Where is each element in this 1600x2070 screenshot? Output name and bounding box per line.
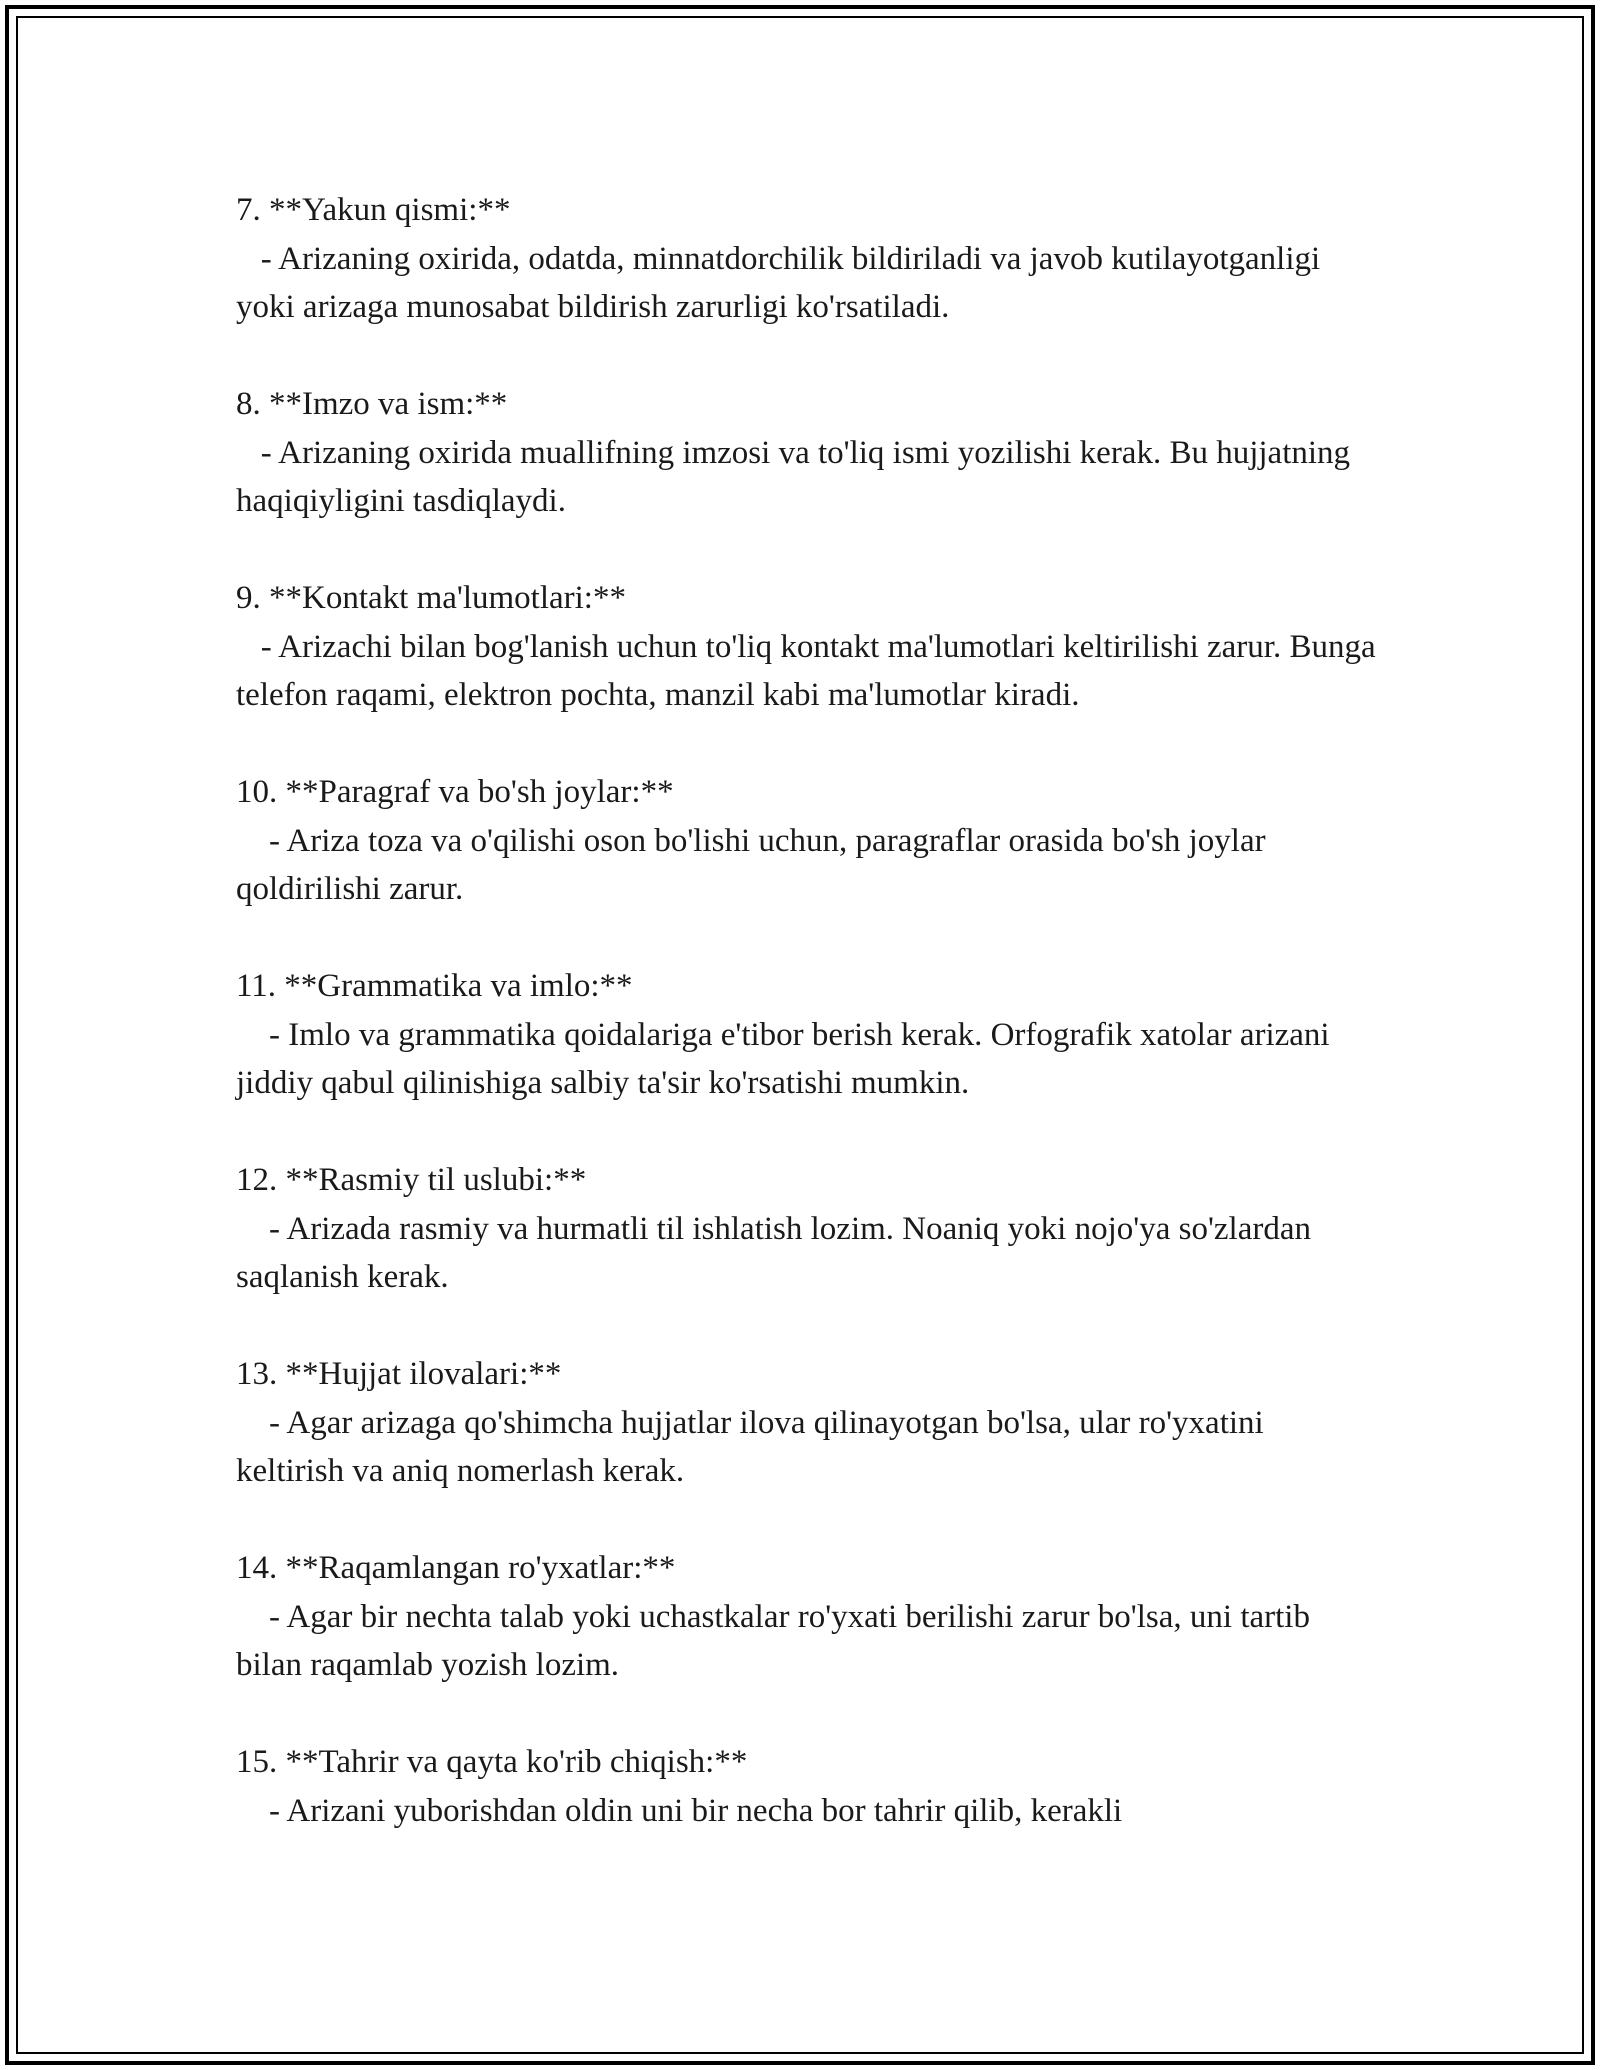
list-item — [236, 1156, 1376, 1302]
item-heading: 8. **Imzo va ism:** — [236, 386, 508, 422]
item-heading: 10. **Paragraf va bo'sh joylar:** — [236, 774, 674, 810]
item-body: - Ariza toza va o'qilishi oson bo'lishi uchun, paragraflar orasida bo'sh joylar qoldirilishi zarur. — [236, 822, 1274, 907]
item-heading: 12. **Rasmiy til uslubi:** — [236, 1162, 587, 1198]
item-heading: 14. **Raqamlangan ro'yxatlar:** — [236, 1550, 676, 1586]
item-heading: 9. **Kontakt ma'lumotlari:** — [236, 580, 626, 616]
item-heading: 11. **Grammatika va imlo:** — [236, 968, 633, 1004]
list-item — [236, 1544, 1376, 1690]
list-item — [236, 380, 1376, 526]
item-heading: 7. **Yakun qismi:** — [236, 192, 511, 228]
list-item — [236, 574, 1384, 720]
list-item — [236, 962, 1376, 1108]
item-body: - Arizaning oxirida muallifning imzosi va to'liq ismi yozilishi kerak. Bu hujjatning haqiqiyligini tasdiqlaydi. — [236, 434, 1359, 519]
item-body: - Agar bir nechta talab yoki uchastkalar ro'yxati berilishi zarur bo'lsa, uni tartib bilan raqamlab yozish lozim. — [236, 1598, 1319, 1683]
item-body: - Imlo va grammatika qoidalariga e'tibor berish kerak. Orfografik xatolar arizani jiddiy qabul qilinishiga salbiy ta'sir ko'rsatishi mumkin. — [236, 1016, 1338, 1101]
document-body — [236, 186, 1384, 1884]
item-body: - Arizani yuborishdan oldin uni bir necha bor tahrir qilib, kerakli — [236, 1792, 1123, 1829]
item-body: - Arizachi bilan bog'lanish uchun to'liq kontakt ma'lumotlari keltirilishi zarur. Bunga telefon raqami, elektron pochta, manzil kabi ma'lumotlar kiradi. — [236, 628, 1384, 713]
list-item — [236, 186, 1376, 332]
item-heading: 13. **Hujjat ilovalari:** — [236, 1356, 562, 1392]
list-item — [236, 1350, 1376, 1496]
item-heading: 15. **Tahrir va qayta ko'rib chiqish:** — [236, 1744, 748, 1780]
item-body: - Arizaning oxirida, odatda, minnatdorchilik bildiriladi va javob kutilayotganligi yoki arizaga munosabat bildirish zarurligi ko'rsatiladi. — [236, 240, 1329, 325]
item-body: - Arizada rasmiy va hurmatli til ishlatish lozim. Noaniq yoki nojo'ya so'zlardan saqlanish kerak. — [236, 1210, 1320, 1295]
list-item — [236, 1738, 1376, 1835]
item-body: - Agar arizaga qo'shimcha hujjatlar ilova qilinayotgan bo'lsa, ular ro'yxatini keltirish va aniq nomerlash kerak. — [236, 1404, 1272, 1489]
list-item — [236, 768, 1376, 914]
